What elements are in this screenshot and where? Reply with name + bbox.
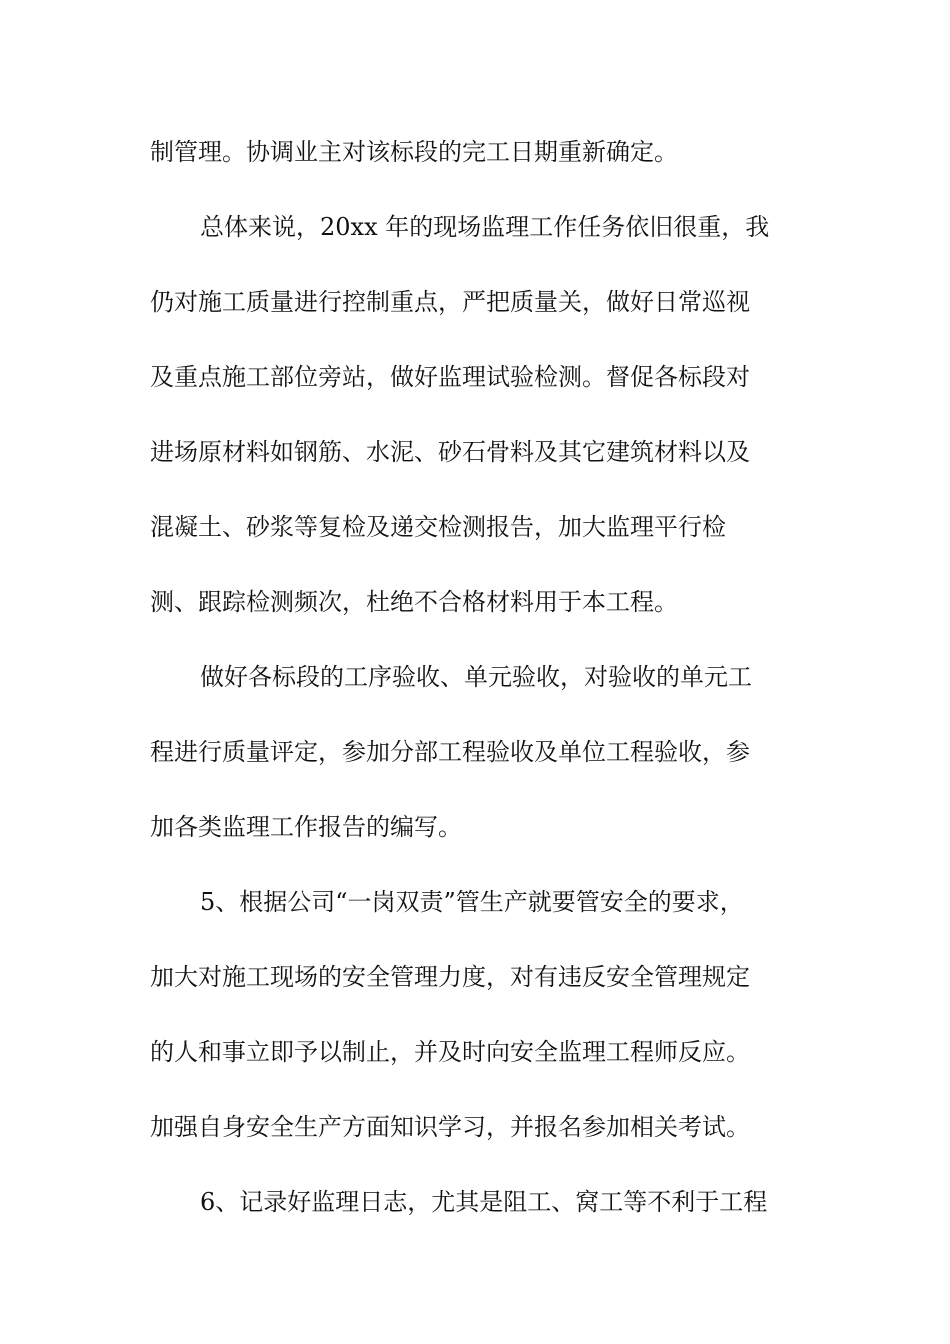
text-line: 混凝土、砂浆等复检及递交检测报告，加大监理平行检 xyxy=(150,513,726,541)
text-line: 加强自身安全生产方面知识学习，并报名参加相关考试。 xyxy=(150,1113,750,1141)
text-line: 仍对施工质量进行控制重点，严把质量关，做好日常巡视 xyxy=(150,288,750,316)
text-line: 加大对施工现场的安全管理力度，对有违反安全管理规定 xyxy=(150,963,750,991)
paragraph-first-line: 做好各标段的工序验收、单元验收，对验收的单元工 xyxy=(200,663,752,691)
paragraph-first-line: 6、记录好监理日志，尤其是阻工、窝工等不利于工程 xyxy=(200,1188,768,1216)
text-line: 程进行质量评定，参加分部工程验收及单位工程验收，参 xyxy=(150,738,750,766)
text-line: 及重点施工部位旁站，做好监理试验检测。督促各标段对 xyxy=(150,363,750,391)
text-line: 加各类监理工作报告的编写。 xyxy=(150,813,462,841)
paragraph-first-line: 总体来说，20xx 年的现场监理工作任务依旧很重，我 xyxy=(200,213,770,241)
text-line: 进场原材料如钢筋、水泥、砂石骨料及其它建筑材料以及 xyxy=(150,438,750,466)
paragraph-first-line: 5、根据公司“一岗双责”管生产就要管安全的要求， xyxy=(200,888,744,916)
text-line: 测、跟踪检测频次，杜绝不合格材料用于本工程。 xyxy=(150,588,678,616)
text-line: 的人和事立即予以制止，并及时向安全监理工程师反应。 xyxy=(150,1038,750,1066)
text-line: 制管理。协调业主对该标段的完工日期重新确定。 xyxy=(150,138,678,166)
